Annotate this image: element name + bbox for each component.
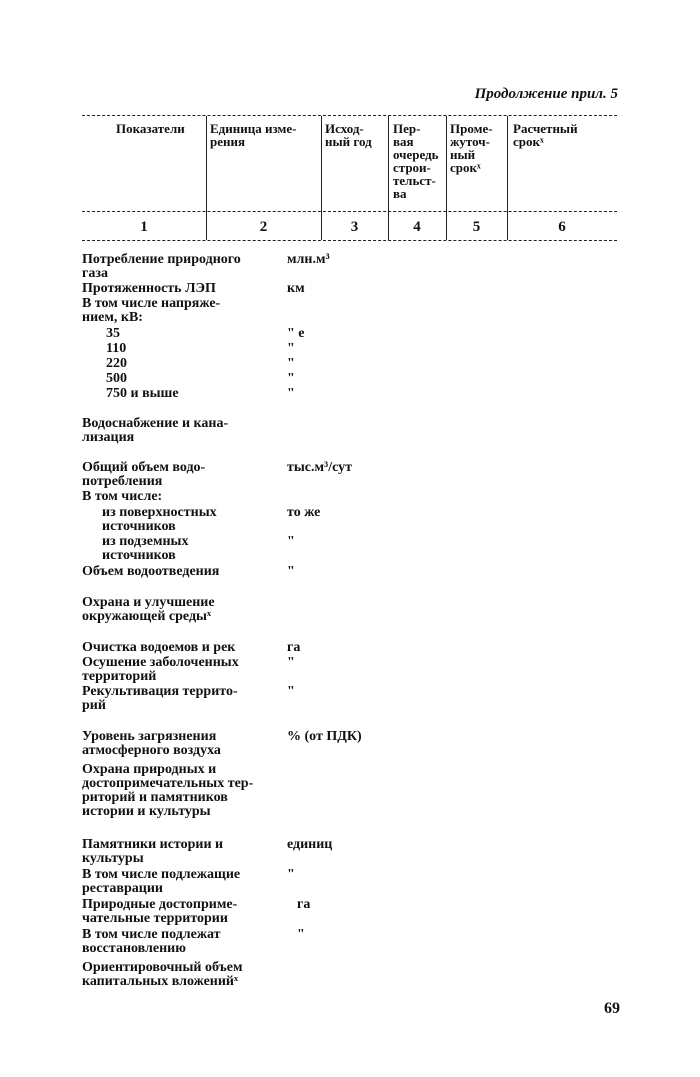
row-unit: га <box>297 897 311 912</box>
col-header-unit: Единица изме- рения <box>210 121 297 149</box>
row-unit: тыс.м³/сут <box>287 460 353 475</box>
row-indicator: Протяженность ЛЭП <box>82 281 216 296</box>
col-number: 4 <box>413 219 421 235</box>
row-unit: " <box>287 684 295 699</box>
row-indicator: В том числе подлежат восстановлению <box>82 927 221 956</box>
row-indicator: Рекультивация террито- рий <box>82 684 238 713</box>
table-row <box>82 253 622 281</box>
table-row <box>82 282 622 296</box>
col-header-estimated: Расчетный срокˣ <box>513 121 578 149</box>
table-row <box>82 506 622 534</box>
row-indicator: Ориентировочный объем капитальных вложенийˣ <box>82 960 243 989</box>
row-unit: " <box>287 655 295 670</box>
table-row <box>82 490 622 504</box>
table-row <box>82 327 622 341</box>
col-number: 2 <box>259 219 268 235</box>
table-row <box>82 372 622 386</box>
table-row <box>82 461 622 489</box>
col-number: 1 <box>140 219 148 235</box>
row-indicator: 110 <box>106 341 127 356</box>
table-row <box>82 685 622 713</box>
table-row <box>82 730 622 758</box>
col-header-base-year: Исход- ный год <box>325 121 372 149</box>
table-row <box>82 838 622 866</box>
col-number: 5 <box>472 219 481 235</box>
row-unit: " <box>287 371 295 386</box>
row-unit: % (от ПДК) <box>287 729 362 744</box>
row-indicator: из подземных источников <box>102 534 189 563</box>
row-unit: га <box>287 640 301 655</box>
row-unit: км <box>287 281 305 296</box>
row-unit: " <box>287 564 295 579</box>
row-indicator: 220 <box>106 356 127 371</box>
page-number: 69 <box>604 1000 620 1017</box>
table-row <box>82 961 622 989</box>
row-indicator: Природные достоприме- чательные территории <box>82 897 238 926</box>
row-indicator: Осушение заболоченных территорий <box>82 655 239 684</box>
table-row <box>82 535 622 563</box>
row-indicator: 35 <box>106 326 120 341</box>
row-unit: " <box>287 356 295 371</box>
row-unit: " <box>287 867 295 882</box>
col-header-first-stage: Пер- вая очередь строи- тельст- ва <box>393 121 439 201</box>
row-indicator: В том числе подлежащие реставрации <box>82 867 241 896</box>
row-indicator: Объем водоотведения <box>82 564 220 579</box>
col-header-indicators: Показатели <box>116 121 185 136</box>
row-unit: " <box>287 341 295 356</box>
row-indicator: Уровень загрязнения атмосферного воздуха <box>82 729 221 758</box>
row-indicator: 750 и выше <box>106 386 179 401</box>
col-header-intermediate: Проме- жуточ- ный срокˣ <box>450 121 493 175</box>
row-indicator: Очистка водоемов и рек <box>82 640 236 655</box>
row-unit: " <box>287 386 295 401</box>
table-row <box>82 387 622 401</box>
row-unit: млн.м³ <box>287 252 330 267</box>
row-unit: " <box>287 534 295 549</box>
table-row <box>82 342 622 356</box>
col-number: 6 <box>558 219 566 235</box>
table-row <box>82 641 622 655</box>
section-heading: Водоснабжение и кана- лизация <box>82 416 229 445</box>
row-indicator: Потребление природного газа <box>82 252 241 281</box>
row-indicator: из поверхностных источников <box>102 505 217 534</box>
row-unit: " <box>297 927 305 942</box>
table-row <box>82 928 622 956</box>
header-top-rule <box>82 115 617 116</box>
row-indicator: Памятники истории и культуры <box>82 837 224 866</box>
running-head: Продолжение прил. 5 <box>474 86 618 102</box>
row-unit: единиц <box>287 837 333 852</box>
section-heading: Охрана природных и достопримечательных тер- риторий и памятников истории и культуры <box>82 762 254 819</box>
table-row <box>82 297 622 325</box>
col-number: 3 <box>350 219 359 235</box>
row-indicator: Общий объем водо- потребления <box>82 460 206 489</box>
section-heading: Охрана и улучшение окружающей средыˣ <box>82 595 215 624</box>
header-mid-rule <box>82 211 617 212</box>
table-header <box>82 112 617 242</box>
row-indicator: В том числе напряже- нием, кВ: <box>82 296 221 325</box>
table-row <box>82 898 622 926</box>
table-row <box>82 565 622 579</box>
row-unit: то же <box>287 505 321 520</box>
table-row <box>82 868 622 896</box>
header-bottom-rule <box>82 240 617 241</box>
row-indicator: 500 <box>106 371 127 386</box>
row-indicator: В том числе: <box>82 489 163 504</box>
table-row <box>82 357 622 371</box>
row-unit: " е <box>287 326 305 341</box>
table-row <box>82 656 622 684</box>
